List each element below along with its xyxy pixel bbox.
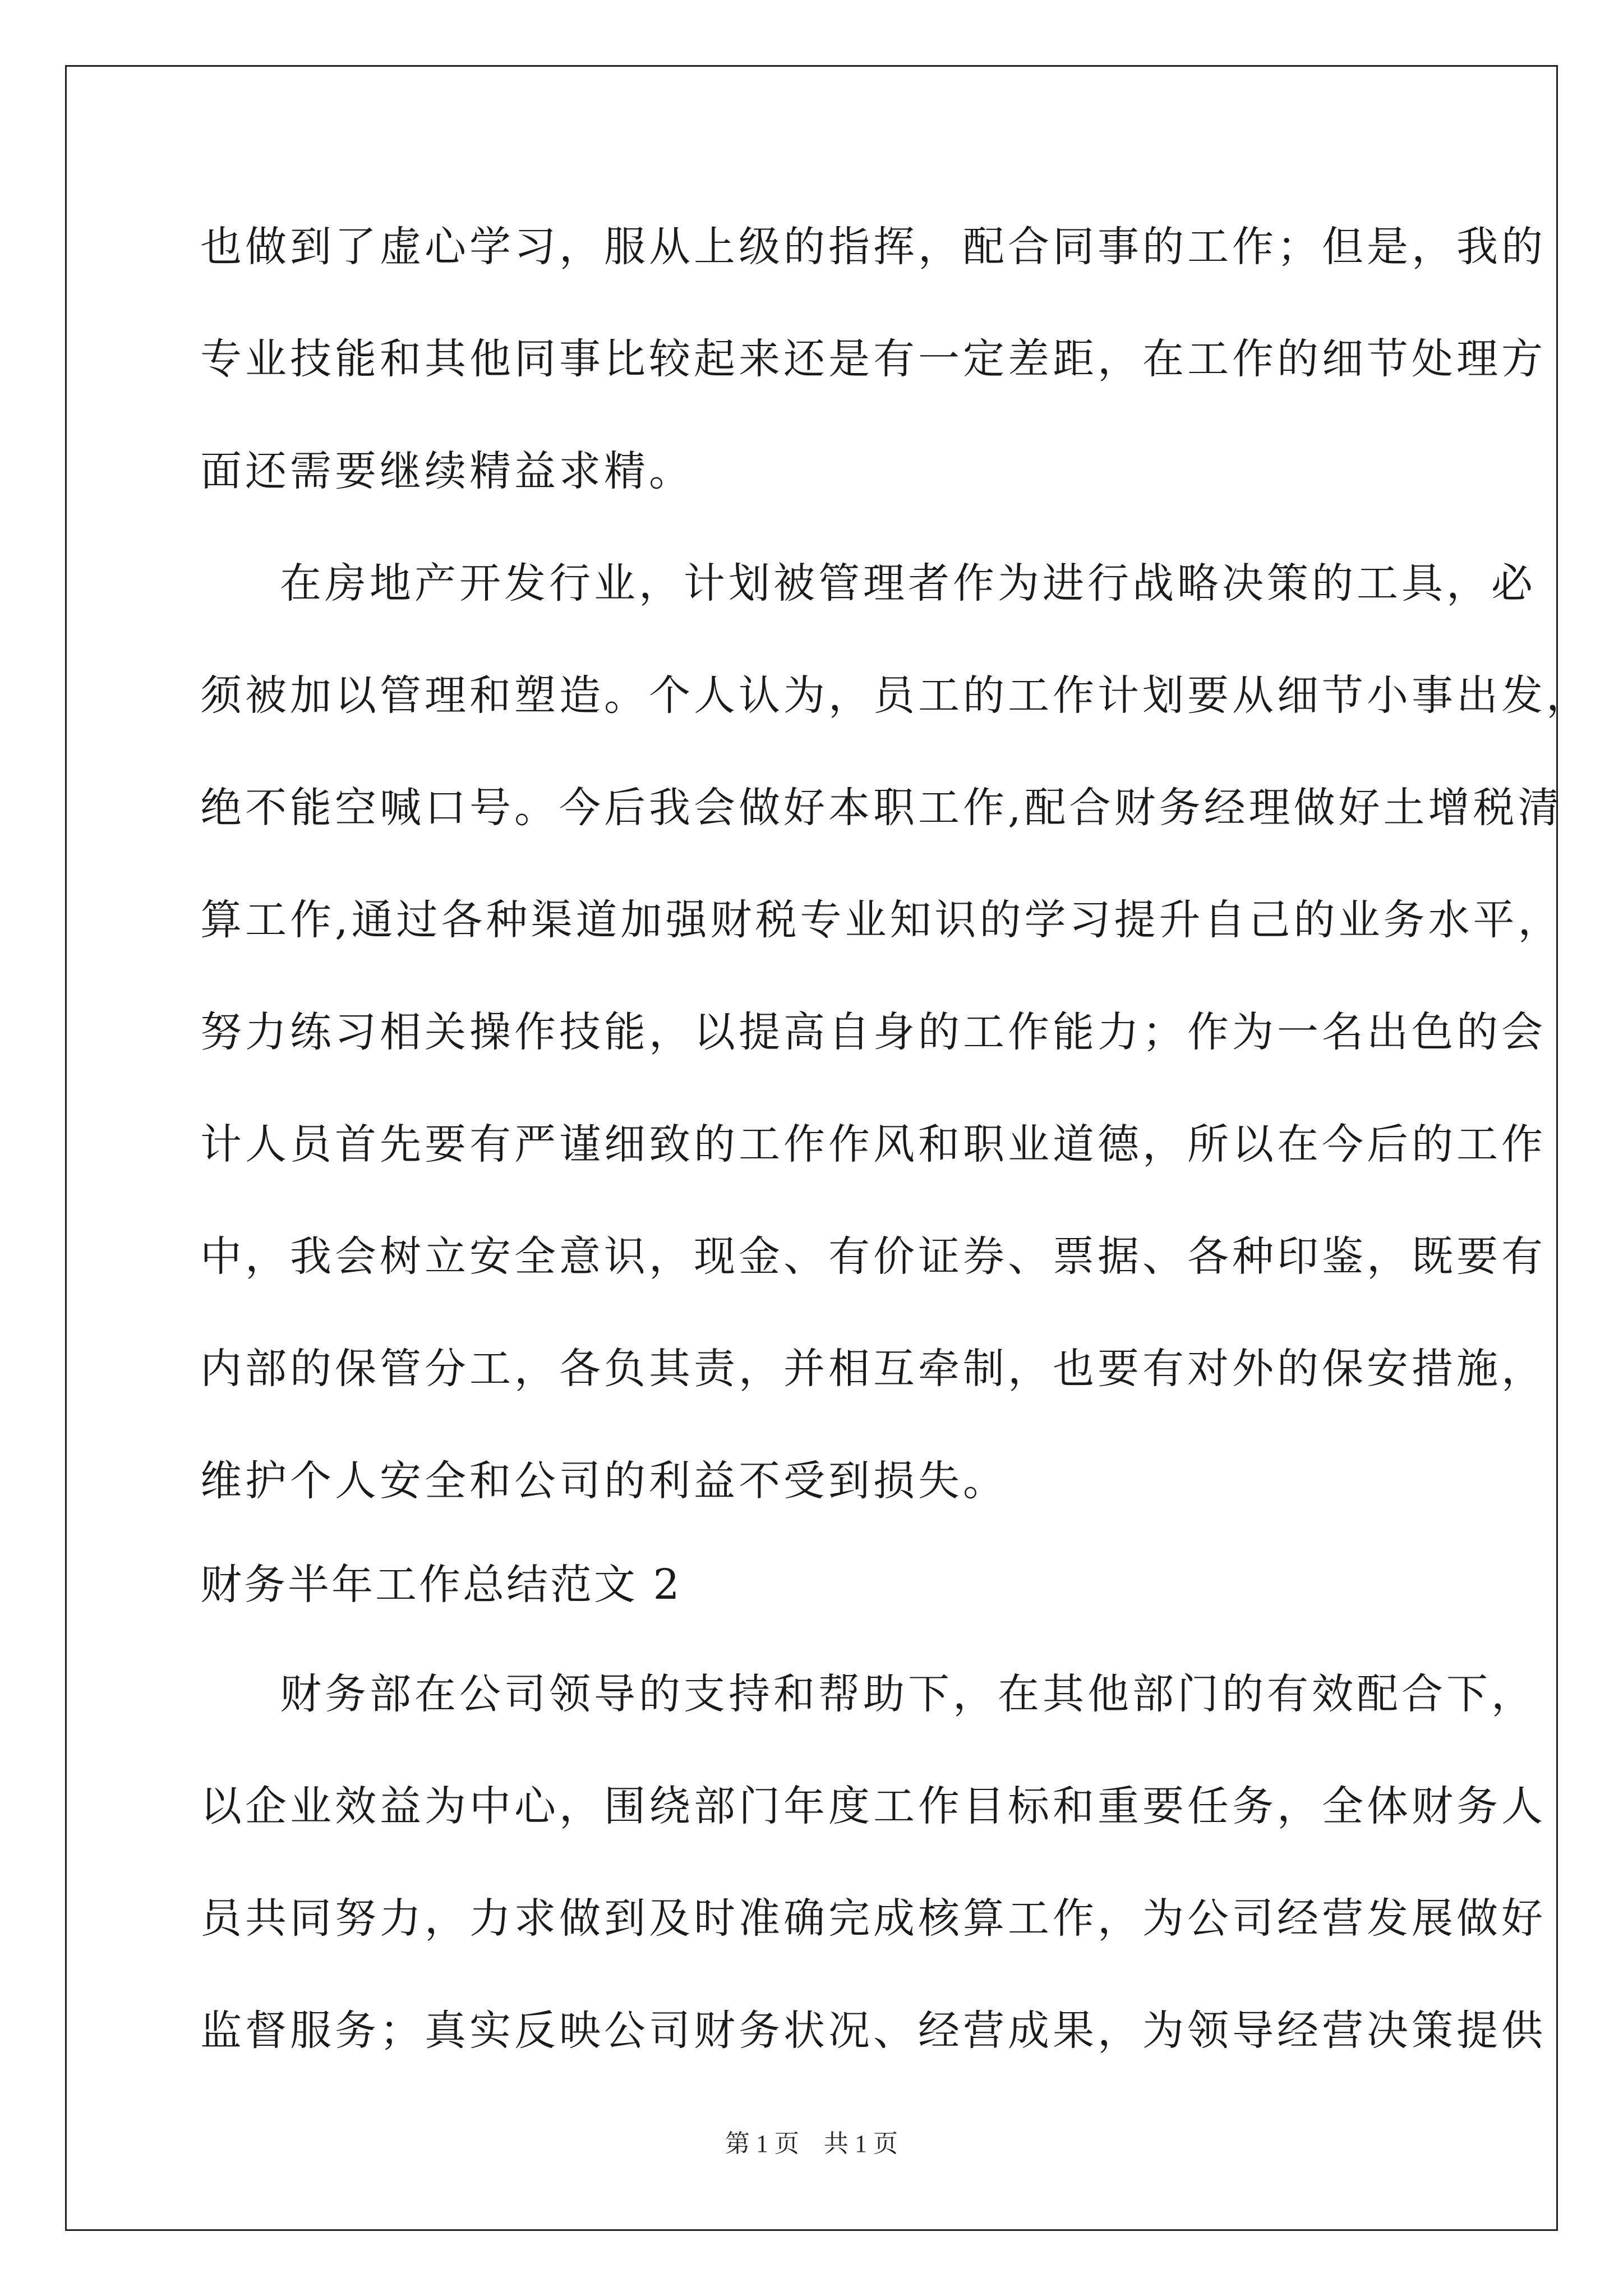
- paragraph-line: 以企业效益为中心，围绕部门年度工作目标和重要任务，全体财务人: [200, 1782, 1546, 1830]
- paragraph-line: 中，我会树立安全意识，现金、有价证券、票据、各种印鉴，既要有: [200, 1232, 1546, 1281]
- paragraph-line: 维护个人安全和公司的利益不受到损失。: [200, 1457, 1008, 1505]
- page-number: 第 1 页: [725, 2130, 799, 2157]
- paragraph-line: 绝不能空喊口号。今后我会做好本职工作,配合财务经理做好土增税清: [200, 784, 1563, 832]
- paragraph-line: 内部的保管分工，各负其责，并相互牵制，也要有对外的保安措施，: [200, 1345, 1546, 1393]
- paragraph-line: 监督服务；真实反映公司财务状况、经营成果，为领导经营决策提供: [200, 2007, 1546, 2055]
- paragraph-line: 财务部在公司领导的支持和帮助下，在其他部门的有效配合下，: [280, 1670, 1536, 1718]
- paragraph-line: 在房地产开发行业，计划被管理者作为进行战略决策的工具，必: [280, 559, 1536, 608]
- page-total: 共 1 页: [824, 2130, 898, 2157]
- paragraph-line: 须被加以管理和塑造。个人认为，员工的工作计划要从细节小事出发，: [200, 671, 1591, 720]
- page-footer: [0, 2127, 1623, 2161]
- paragraph-line: 专业技能和其他同事比较起来还是有一定差距，在工作的细节处理方: [200, 335, 1546, 383]
- paragraph-line: 计人员首先要有严谨细致的工作作风和职业道德，所以在今后的工作: [200, 1120, 1546, 1168]
- paragraph-line: 面还需要继续精益求精。: [200, 447, 694, 495]
- paragraph-line: 也做到了虚心学习，服从上级的指挥，配合同事的工作；但是，我的: [200, 223, 1546, 271]
- paragraph-line: 努力练习相关操作技能，以提高自身的工作能力；作为一名出色的会: [200, 1008, 1546, 1056]
- paragraph-line: 算工作,通过各种渠道加强财税专业知识的学习提升自己的业务水平，: [200, 896, 1563, 944]
- section-heading: 财务半年工作总结范文 2: [200, 1561, 682, 1609]
- paragraph-line: 员共同努力，力求做到及时准确完成核算工作，为公司经营发展做好: [200, 1894, 1546, 1943]
